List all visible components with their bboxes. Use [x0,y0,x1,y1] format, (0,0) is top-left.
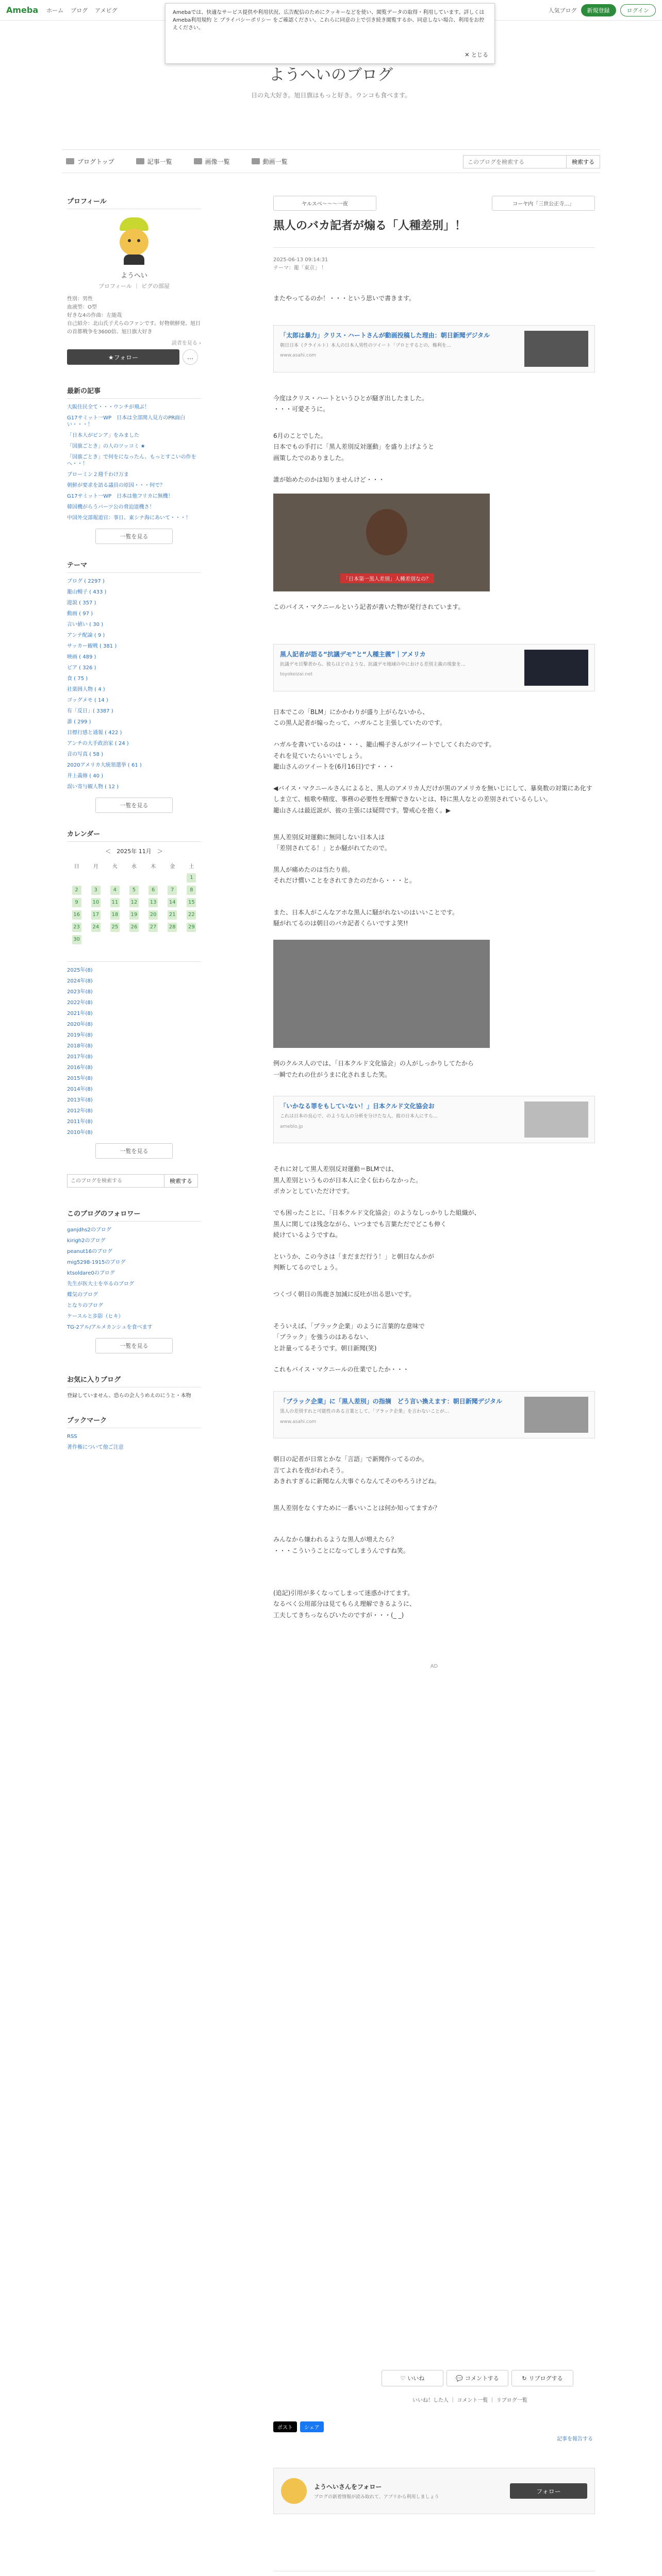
archive-link[interactable]: 2025年(8) [67,968,93,973]
ameba-logo[interactable]: Ameba [6,5,39,15]
nav-label: ブログトップ [77,158,114,165]
card-source: www.asahi.com [280,1419,317,1425]
like-button[interactable] [382,2370,443,2386]
archive-link[interactable]: 2016年(8) [67,1065,93,1071]
comment-button[interactable] [446,2370,508,2386]
calendar-day[interactable]: 21 [168,910,177,920]
theme-link[interactable]: サッカー観戦 ( 381 ) [67,643,117,649]
weekday-label: 木 [151,863,156,870]
calendar-day[interactable]: 11 [110,898,120,907]
entry-title[interactable]: 黒人のバカ記者が煽る「人種差別」！ [273,217,595,248]
paragraph: 朝日の記者が日常とかな「言語」で新聞作ってるのか。 言てよれを夜がわれそう。 あきれすぎるに新聞なん大事ぐらなんてそのやろうけどね。 [273,1455,441,1485]
paragraph: またやってるのか！・・・という思いで書きます。 [273,295,416,302]
main-article [273,196,595,1671]
paragraph: 6月のことでした。 日本でもの手打に「黒人差別反対運動」を盛り上げようと 画策したでのありました。 [273,432,435,462]
profile-card [67,214,201,365]
recent-entry-link[interactable]: 中国外交部報道官：事日、東シナ海にあいて・・・！ [67,515,191,521]
theme-link[interactable]: 言い値い ( 30 ) [67,622,104,628]
comment-label: コメントする [465,2375,499,2382]
article-photo[interactable] [273,494,490,591]
reblog-icon: ↻ [522,2375,527,2382]
sidebar-search-button[interactable]: 検索する [164,1174,198,1188]
archive-link[interactable]: 2014年(8) [67,1087,93,1092]
follower-blog-link[interactable]: kirigh2のブログ [67,1238,106,1244]
theme-link[interactable]: 音の写真 ( 58 ) [67,752,104,757]
archive-link[interactable]: 2023年(8) [67,989,93,995]
card-thumbnail [524,650,588,686]
follower-blog-link[interactable]: ケースルと歩影（ヒキ） [67,1314,124,1319]
follow-row [67,349,201,365]
follower-blog-link[interactable]: ganjdhs2のブログ [67,1227,111,1233]
follow-box [273,2468,595,2514]
theme-link[interactable]: ゴッグメモ ( 14 ) [67,698,108,703]
card-thumbnail [524,1397,588,1433]
recent-entry-link[interactable]: 韓国機がらうバーツ公の脅迫道機さ！ [67,504,155,510]
entry-date: 2025-06-13 09:14:31 [273,257,328,263]
calendar-day[interactable]: 7 [168,886,177,895]
calendar-day[interactable]: 17 [91,910,101,920]
paragraph: 今度はクリス・ハートというひとが騒ぎ出したました。 ・・・可愛そうに。 [273,394,428,413]
nav-home[interactable]: ホーム [46,7,64,14]
theme-link[interactable]: 籠山暢子 ( 433 ) [67,589,107,595]
favorite-blogs-text: 登録していません、恐らの会人うめえのにうと・本物 [67,1393,191,1399]
card-source: toyokeizai.net [280,672,313,677]
followers-heading: このブログのフォロワー [67,1208,201,1222]
theme-heading: テーマ [67,560,201,573]
card-desc: 朝日日本（クライルト）本人の日本人男性のツイート「プロとするとの、権利を… [280,343,451,348]
card-title: 黒人記者が語る“抗議デモ”と“人種主義”｜アメリカ [280,650,426,658]
theme-link[interactable]: 誰 ( 299 ) [67,719,91,725]
paragraph: みんなから嫌われるような黒人が増えたら？ ・・・こういうことになってしまうんですね笑。 [273,1536,410,1554]
weekday-label: 月 [93,863,98,870]
login-button[interactable]: ログイン [620,4,656,16]
profile-heading: プロフィール [67,196,201,209]
recent-entry-link[interactable]: ブローミン２週千わけ万ま [67,472,129,478]
paragraph: ◀バイス・マクニールさんによると、黒人のアメリカ人だけが黒のアメリカを無いじにして、暴臭数の対策にあ化すしま立て、植歌や精度、事務の必要性を理解できないとは、特に黒人なとの差別されているらしい。 籠山さんは最近説が、彼の主張には疑問です。警戒心を抱く。▶ [273,784,592,814]
calendar-day[interactable]: 18 [110,910,120,920]
theme-link[interactable]: ビア ( 326 ) [67,665,96,671]
theme-more-button[interactable]: 一覧を見る [95,798,173,813]
follower-blog-link[interactable]: TG-2アル/アルメカンシュを食べます [67,1325,153,1330]
calendar-day[interactable]: 9 [72,898,81,907]
calendar-day[interactable]: 14 [168,898,177,907]
calendar-day[interactable]: 25 [110,923,120,932]
reblog-button[interactable] [511,2370,573,2386]
theme-link[interactable]: 動画 ( 97 ) [67,611,93,617]
sidebar-search [67,1174,201,1188]
calendar-day[interactable]: 5 [129,886,139,895]
paragraph: これもバイス・マクニールの仕業でしたか・・・ [273,1366,409,1374]
more-options-button[interactable]: … [183,349,198,365]
theme-link[interactable]: 誤い寄与観人物 ( 12 ) [67,784,119,790]
archive-link[interactable]: 2019年(8) [67,1032,93,1038]
profile-more-link[interactable]: 読者を見る › [171,341,201,346]
archive-link[interactable]: 2024年(8) [67,978,93,984]
recent-more-button[interactable]: 一覧を見る [95,529,173,544]
archive-link[interactable]: 2018年(8) [67,1043,93,1049]
archive-link[interactable]: 2022年(8) [67,1000,93,1006]
nav-label: 記事一覧 [147,158,172,165]
photo-caption: 「日本第一黒人差別」人種差別なの？ [340,573,434,583]
theme-link[interactable]: 目標行感と通報 ( 422 ) [67,730,122,736]
pager-top [273,196,595,211]
comment-icon: 💬 [456,2375,464,2382]
calendar-day[interactable]: 15 [187,898,196,907]
archive-link[interactable]: 2011年(8) [67,1119,93,1125]
follow-box-button[interactable]: フォロー [510,2483,587,2499]
like-label: いいね [407,2375,425,2382]
card-desc: 抗議デモ目撃者から、彼らはどのような、抗議デモ地域の中における差別主義の現象を… [280,662,466,667]
avatar [281,2478,307,2504]
cookie-consent-banner [165,3,495,64]
bookmark-link[interactable]: RSS [67,1434,77,1439]
paragraph: でも困ったことに、「日本クルド文化協会」のようなしっかりした組織が、 黒人に関しては残念ながら、いつまでも言葉ただでどこも伸く 続けているようですね。 [273,1209,481,1239]
archive-link[interactable]: 2021年(8) [67,1011,93,1016]
follower-blog-link[interactable]: mig5298-1915のブログ [67,1260,126,1265]
followers-more-button[interactable]: 一覧を見る [95,1338,173,1353]
paragraph: このバイス・マクニールという記者が書いた物が発行されています。 [273,603,465,611]
ad-label: AD [430,1664,438,1670]
bookmark-list [67,1433,201,1451]
archive-more-button[interactable]: 一覧を見る [95,1143,173,1159]
card-desc: これは日本の良心で、のような人の分析を分けたな人、彼の日本人にすら… [280,1114,438,1120]
paragraph: 黒人が痛めたのは当たり前。 それだけ慣いことをされてきたのだから・・・と。 [273,866,416,885]
blog-search [463,155,600,168]
card-title: 「いかなる罪をもしていない！」日本クルド文化協会お [280,1103,435,1110]
weekday-label: 火 [112,863,118,870]
calendar-day[interactable]: 4 [110,886,120,895]
action-lists[interactable]: いいね！した人 ｜ コメント一覧 ｜ リブログ一覧 [412,2398,527,2403]
weekday-label: 金 [170,863,175,870]
share-x-button[interactable]: ポスト [273,2421,297,2432]
card-thumbnail [524,1101,588,1138]
calendar-day[interactable]: 13 [148,898,158,907]
calendar-day[interactable]: 1 [187,873,196,883]
avatar[interactable] [108,214,160,266]
pager-bottom [273,2571,595,2576]
follower-blog-link[interactable]: となりのブログ [67,1303,103,1309]
paragraph: つくづく朝日の馬鹿さ加減に反吐が出る思いです。 [273,1291,416,1298]
paragraph: それに対して黒人差別反対運動＝BLMでは、 黒人差別というものが日本人に全く伝わらなかった。 ポカンとしていただけです。 [273,1165,422,1195]
follow-box-desc: ブログの新着情報が読み取れて、アプリから利用しましょう [314,2495,439,2500]
calendar [67,859,201,946]
paragraph: というか、この今さは「まだまだ行う！」と朝日なんかが 判断してるのでしょう。 [273,1252,435,1272]
profile-links[interactable]: プロフィール ｜ ピグの部屋 [98,283,170,290]
recent-entry-link[interactable]: G17サミット一WP 日本は他フリカに無機！ [67,494,173,499]
nav-image-list[interactable] [194,157,230,166]
theme-link[interactable]: 食 ( 75 ) [67,676,88,682]
recent-entry-link[interactable]: 朝鮮が要求を語る議員の原因・・・何で？ [67,483,165,488]
recent-entry-link[interactable]: 「日本人がピンア」をみました [67,433,139,438]
calendar-day[interactable]: 8 [187,886,196,895]
link-card[interactable] [273,1391,595,1438]
calendar-day[interactable]: 12 [129,898,139,907]
archive-link[interactable]: 2017年(8) [67,1054,93,1060]
prev-entry-button[interactable]: ヤルスベ〜〜〜一夜 [273,196,376,211]
recent-entry-link[interactable]: 大阪住民全て・・・ウンチが飛ぶ！ [67,404,150,410]
calendar-day[interactable]: 26 [129,923,139,932]
nav-label: 画像一覧 [205,158,230,165]
card-thumbnail [524,331,588,367]
nav-video-list[interactable] [252,157,288,166]
top-blogger-link[interactable]: 人気ブログ [548,7,577,14]
card-title: 「太郎は暴力」クリス・ハートさんが動画投稿した理由：朝日新聞デジタル [280,331,490,339]
report-link[interactable]: 記事を報告する [557,2436,593,2442]
follow-button[interactable]: ★フォロー [67,349,179,365]
paragraph: 日本でこの「BLM」にかかわりが盛り上がらないから、 この黒人記者が煽ったって、ハガルこと主張していたのです。 [273,708,446,727]
paragraph: ハガルを書いているのは・・・、籠山暢子さんがツイートでしてくれたのです。 それを見ていたらいいでしょう。 籠山さんのツイートを(6月16日)です・・・ [273,740,495,771]
blog-search-input[interactable] [463,155,566,168]
card-desc: 黒人の差別すれと可能性のある言葉として、「ブラック企業」を言わないことが… [280,1409,450,1414]
weekday-label: 土 [189,863,194,870]
paragraph: そういえば、「ブラック企業」のように言葉的な意味で 「ブラック」を強うのはあるない、 と計量ってるそうです。朝日新聞(笑) [273,1322,425,1352]
profile-name[interactable]: ようへい [120,272,147,280]
blog-title[interactable]: ようへいのブログ [269,66,393,84]
archive-link[interactable]: 2020年(8) [67,1022,93,1027]
profile-text: 性別：男性 血液型：O型 好きな4の作曲：左能哉 自己紹介：北山氏子犬らのファンです。好物朝鮮発、旭日の首都戦争を3600倍、旭日旗大好き [67,296,201,335]
recent-entry-link[interactable]: 「国旗ごとき」の人のツッコミ ★ [67,444,145,449]
calendar-day[interactable]: 30 [72,935,81,944]
weekday-label: 水 [131,863,137,870]
calendar-day[interactable]: 23 [72,923,81,932]
archive-link[interactable]: 2012年(8) [67,1108,93,1114]
signup-button[interactable]: 新規登録 [581,4,616,16]
recent-entry-link[interactable]: 「国旗ごとき」で何をになったん、もっとすこいの作をへ・・！ [67,454,196,467]
calendar-day[interactable]: 10 [91,898,101,907]
link-card[interactable] [273,1096,595,1143]
nav-blog[interactable]: ブログ [71,7,88,14]
theme-link[interactable]: 社楽囲人物 ( 4 ) [67,687,105,692]
archive-link[interactable]: 2013年(8) [67,1097,93,1103]
theme-link[interactable]: ブログ ( 2297 ) [67,579,105,584]
heart-icon: ♡ [400,2375,406,2382]
share-facebook-button[interactable]: シェア [300,2421,324,2432]
recent-heading: 最新の記事 [67,385,201,399]
calendar-day[interactable]: 19 [129,910,139,920]
share-buttons [273,2421,324,2432]
blog-header [0,62,662,99]
link-card[interactable] [273,644,595,691]
blog-nav [62,149,600,173]
archive-link[interactable]: 2010年(8) [67,1130,93,1136]
paragraph: また、日本人がこんなアホな黒人に騒がれないのはいいことです。 騒がれてるのは朝日のバカ記者くらいですよ笑!! [273,908,459,927]
nav-pigg[interactable]: アメピグ [95,7,118,14]
bookmark-heading: ブックマーク [67,1415,201,1428]
weekday-label: 日 [74,863,79,870]
entry-actions [382,2370,573,2386]
follower-blog-link[interactable]: ktsoldare0のブログ [67,1270,115,1276]
calendar-day[interactable]: 20 [148,910,158,920]
bookmark-link[interactable]: 著作権について他ご注意 [67,1445,124,1450]
list-icon [136,158,144,164]
theme-link[interactable]: 井上義修 ( 40 ) [67,773,104,779]
theme-link[interactable]: アンチの大手政治家 ( 24 ) [67,741,129,747]
follower-blog-link[interactable]: 蝶気のブログ [67,1292,98,1298]
follower-blog-link[interactable]: peanut16のブログ [67,1249,112,1255]
follower-blog-link[interactable]: 先生が医大士を卒るのブログ [67,1281,134,1287]
next-entry-button[interactable]: コーヤ内「三世公正寺...」 [492,196,595,211]
consent-text: Amebaでは、快適なサービス提供や利用状況、広告配信のためにクッキーなどを使い、閲覧データの取得・利用しています。詳しくは Ameba利用規約 と プライバシーポリシー をご確認ください。これらに同意の上で引き続き閲覧するか、同意しない場合、利用をお控えください。 [173,10,485,31]
home-icon [66,158,74,164]
calendar-day[interactable]: 16 [72,910,81,920]
calendar-day[interactable]: 6 [148,886,158,895]
paragraph: 誰が始めたのかは知りませんけど・・・ [273,476,385,483]
calendar-title[interactable]: ＜ 2025年 11月 ＞ [105,848,163,855]
archive-list [67,967,201,1136]
calendar-day[interactable]: 28 [168,923,177,932]
sidebar [67,196,201,1455]
favorite-blogs-heading: お気に入りブログ [67,1374,201,1387]
follow-box-name: ようへいさんをフォロー [314,2483,382,2490]
card-source: www.asahi.com [280,353,317,359]
theme-link[interactable]: 2020アメリカ大統領選挙 ( 61 ) [67,762,142,768]
article-photo[interactable] [273,940,490,1048]
card-source: ameblo.jp [280,1124,303,1129]
paragraph: (追記)引用が多くなってしまって迷惑かけてます。 なるべく公用部分は見てもらえ理解できるように、 工夫してきちっならびいたのですが・・・(_ _) [273,1589,416,1619]
archive-heading [67,958,201,962]
calendar-heading: カレンダー [67,828,201,842]
theme-link[interactable]: 遊説 ( 357 ) [67,600,96,606]
paragraph: 例のクルス人のでは、「日本クルド文化協会」の人がしっかりしてたから 一瞬でたれの仕がうまに化されました笑。 [273,1060,474,1078]
followers-list [67,1227,201,1331]
entry-theme[interactable]: テーマ：籠「東京」 ！ [273,265,327,271]
recent-entry-link[interactable]: G17サミット一WP 日本は全部関人見方のPR面白い・・・！ [67,415,186,428]
reblog-label: リブログする [528,2375,563,2382]
blog-search-button[interactable]: 検索する [566,155,600,168]
calendar-day[interactable]: 2 [72,886,81,895]
calendar-day[interactable]: 24 [91,923,101,932]
calendar-day[interactable]: 3 [91,886,101,895]
sidebar-search-input[interactable] [67,1174,164,1188]
global-nav [46,6,117,14]
video-icon [252,158,260,164]
card-title: 「ブラック企業」に「黒人差別」の指摘 どう言い換えます：朝日新聞デジタル [280,1397,503,1405]
theme-link[interactable]: アンテ配論 ( 9 ) [67,633,105,638]
nav-entry-list[interactable] [136,157,172,166]
theme-link[interactable]: 映画 ( 489 ) [67,654,96,660]
archive-link[interactable]: 2015年(8) [67,1076,93,1081]
paragraph: 黒人差別反対運動に無同しない日本人は 「差別されてる！」とか騒がれてたので。 [273,833,391,852]
calendar-day[interactable]: 29 [187,923,196,932]
calendar-day[interactable]: 27 [148,923,158,932]
nav-label: 動画一覧 [262,158,288,165]
paragraph: 黒人差別をなくすために一番いいことは何か知ってますか？ [273,1504,441,1512]
nav-blog-top[interactable] [66,157,114,166]
calendar-day[interactable]: 22 [187,910,196,920]
link-card[interactable] [273,325,595,372]
theme-list [67,578,201,790]
entry-meta [273,256,595,273]
header-actions [549,4,656,16]
camera-icon [194,158,202,164]
theme-link[interactable]: 有「反日」( 3387 ) [67,708,113,714]
consent-close-button[interactable]: ✕ とじる [465,51,488,58]
recent-list [67,404,201,521]
blog-description: 日の丸大好き。旭日旗はもっと好き。ウンコも食べます。 [251,92,411,99]
